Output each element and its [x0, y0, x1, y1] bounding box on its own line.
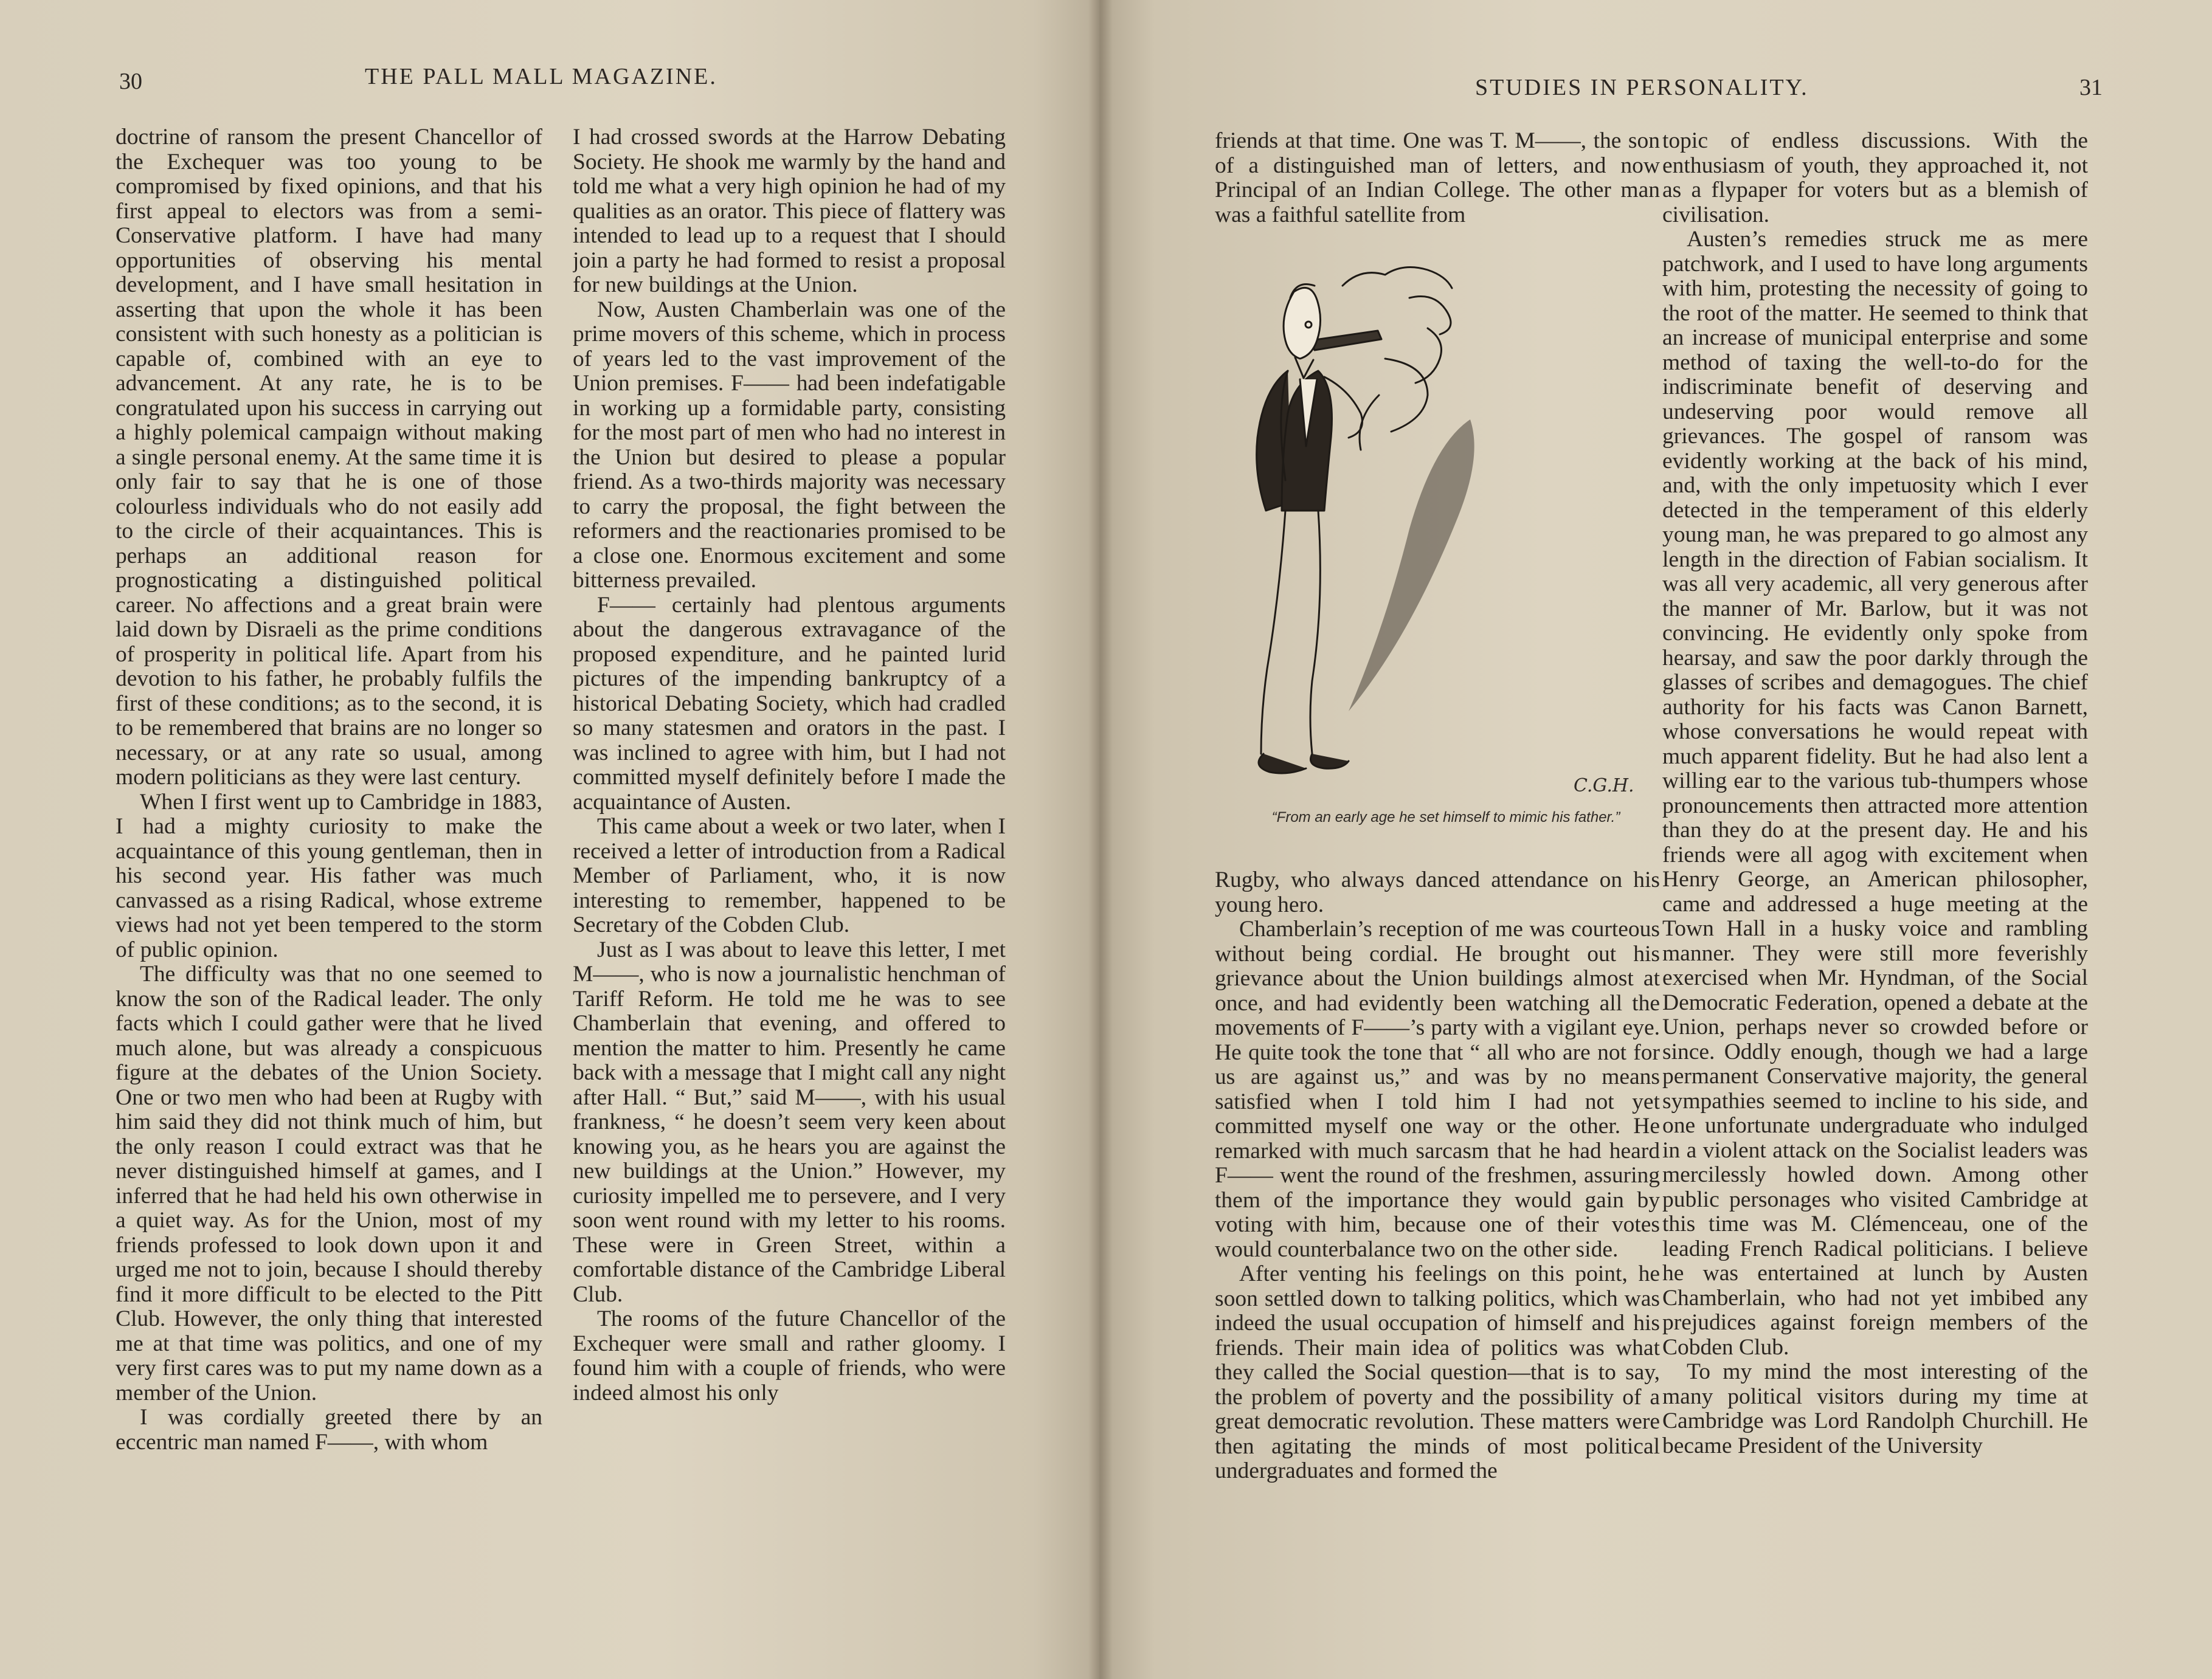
- paragraph: When I first went up to Cambridge in 1883, I had a mighty curiosity to make the acquaintance of this young gentleman, then in his second year. His father was much canvassed as a rising Radical, whose extreme views had not yet been tempered to the storm of public opinion.: [116, 789, 542, 962]
- paragraph: F—— certainly had plentous arguments about the dangerous extravagance of the proposed expenditure, and he painted lurid pictures of the impending bankruptcy of a historical Debating Society, which had cradled so many statesmen and orators in the past. I was inclined to agree with him, but I had not committed myself definitely before I made the acquaintance of Austen.: [573, 592, 1006, 815]
- running-head-right: STUDIES IN PERSONALITY.: [1475, 75, 1809, 100]
- paragraph: The difficulty was that no one seemed to know the son of the Radical leader. The only facts which I could gather were that he lived much alone, but was already a conspicuous figure at the debates of the Union Society. One or two men who had been at Rugby with him said they did not think much of him, but the only reason I could extract was that he never distinguished himself at games, and I inferred that he had held his own otherwise in a quiet way. As for the Union, most of my friends professed to look down upon it and urged me not to join, because I should thereby find it more difficult to be elected to the Pitt Club. However, the only thing that interested me at that time was politics, and one of my very first cares was to put my name down as a member of the Union.: [116, 962, 542, 1405]
- paragraph: friends at that time. One was T. M——, the son of a distinguished man of letters, and now Principal of an Indian College. The other man was a faithful satellite from: [1215, 129, 1660, 227]
- left-page: [0, 0, 1099, 1679]
- illustration-caption: “From an early age he set himself to mimic his father.”: [1271, 809, 1620, 826]
- paragraph: After venting his feelings on this point, he soon settled down to talking politics, which was indeed the usual occupation of himself and his friends. Their main idea of politics was what they called the Social question—that is to say, the problem of poverty and the possibility of a great democratic revolution. These matters were then agitating the minds of most political undergraduates and formed the: [1215, 1261, 1660, 1483]
- right-column-1-top: [1215, 129, 1660, 232]
- paragraph: Now, Austen Chamberlain was one of the prime movers of this scheme, which in process of years led to the vast improvement of the Union premises. F—— had been indefatigable in working up a formidable party, consisting for the most part of men who had no interest in the Union but desired to please a popular friend. As a two-thirds majority was necessary to carry the proposal, the fight between the reformers and the reactionaries promised to be a close one. Enormous excitement and some bitterness prevailed.: [573, 297, 1006, 593]
- paragraph: Chamberlain’s reception of me was courteous without being cordial. He brought out his grievance about the Union buildings almost at once, and had evidently been watching all the movements of F——’s party with a vigilant eye. He quite took the tone that “ all who are not for us are against us,” and was by no means satisfied when I told him I had not yet committed myself one way or the other. He remarked with much sarcasm that he had heard F—— went the round of the freshmen, assuring them of the importance they would gain by voting with him, because one of their votes would counterbalance two on the other side.: [1215, 917, 1660, 1262]
- paragraph: doctrine of ransom the present Chancellor of the Exchequer was too young to be compromised by fixed opinions, and that his first appeal to electors was from a semi-Conservative platform. I have had many opportunities of observing his mental development, and I have small hesitation in asserting that upon the whole it has been consistent with such honesty as a politician is capable of, combined with an eye to advancement. At any rate, he is to be congratulated upon his success in carrying out a highly polemical campaign without making a single personal enemy. At the same time it is only fair to say that he is one of those colourless individuals who do not easily add to the circle of their acquaintances. This is perhaps an additional reason for prognosticating a distinguished political career. No affections and a great brain were laid down by Disraeli as the prime conditions of prosperity in political life. Apart from his devotion to his father, he probably fulfils the first of these conditions; as to the second, it is to be remembered that brains are no longer so necessary, or at any rate so usual, among modern politicians as they were last century.: [116, 125, 542, 790]
- page-number-right: 31: [2079, 75, 2103, 100]
- book-gutter: [1088, 0, 1113, 1679]
- right-page: [1099, 0, 2212, 1679]
- left-column-1: [116, 125, 542, 1572]
- paragraph: I had crossed swords at the Harrow Debating Society. He shook me warmly by the hand and told me what a very high opinion he had of my qualities as an orator. This piece of flattery was intended to lead up to a request that I should join a party he had formed to resist a proposal for new buildings at the Union.: [573, 125, 1006, 297]
- page-number-left: 30: [119, 69, 142, 94]
- paragraph: Austen’s remedies struck me as mere patchwork, and I used to have long arguments with him, protesting the necessity of going to the root of the matter. He seemed to think that an increase of municipal enterprise and some method of taxing the well-to-do for the indiscriminate benefit of deserving and undeserving poor would remove all grievances. The gospel of ransom was evidently working at the back of his mind, and, with the only impetuosity which I ever detected in the temperament of this elderly young man, he was prepared to go almost any length in the direction of Fabian socialism. It was all very academic, all very generous after the manner of Mr. Barlow, but it was not convincing. He evidently only spoke from hearsay, and saw the poor darkly through the glasses of scribes and demagogues. The chief authority for his facts was Canon Barnett, whose conversations he would repeat with much apparent fidelity. But he had also lent a willing ear to the various tub-thumpers whose pronouncements then attracted more attention than they do at the present day. He and his friends were all agog with excitement when Henry George, an American philosopher, came and addressed a huge meeting at the Town Hall in a husky voice and rambling manner. They were still more feverishly exercised when Mr. Hyndman, of the Social Democratic Federation, opened a debate at the Union, perhaps never so crowded before or since. Oddly enough, though we had a large permanent Conservative majority, the general sympathies seemed to incline to his side, and one unfortunate undergraduate who indulged in a violent attack on the Socialist leaders was mercilessly howled down. Among other public personages who visited Cambridge at this time was M. Clémenceau, one of the leading French Radical politicians. I believe he was entertained at lunch by Austen Chamberlain, who had not yet imbibed any prejudices against foreign members of the Cobden Club.: [1662, 227, 2088, 1360]
- left-column-2: [573, 125, 1006, 1572]
- paragraph: Rugby, who always danced attendance on his young hero.: [1215, 868, 1660, 917]
- paragraph: I was cordially greeted there by an eccentric man named F——, with whom: [116, 1405, 542, 1455]
- man-smoking-cigar-drawing: [1227, 249, 1647, 796]
- artist-signature: C.G.H.: [1574, 775, 1634, 796]
- paragraph: Just as I was about to leave this letter, I met M——, who is now a journalistic henchman of Tariff Reform. He told me he was to see Chamberlain that evening, and offered to mention the matter to him. Presently he came back with a message that I might call any night after Hall. “ But,” said M——, with his usual frankness, “ he doesn’t seem very keen about knowing you, as he hears you are against the new buildings at the Union.” However, my curiosity impelled me to persevere, and I very soon went round with my letter to his rooms. These were in Green Street, within a comfortable distance of the Cambridge Liberal Club.: [573, 937, 1006, 1307]
- paragraph: To my mind the most interesting of the many political visitors during my time at Cambridge was Lord Randolph Churchill. He became President of the University: [1662, 1359, 2088, 1458]
- paragraph: topic of endless discussions. With the enthusiasm of youth, they approached it, not as a flypaper for voters but as a blemish of civilisation.: [1662, 129, 2088, 227]
- right-column-1-bottom: [1215, 868, 1660, 1573]
- paragraph: The rooms of the future Chancellor of the Exchequer were small and rather gloomy. I found him with a couple of friends, who were indeed almost his only: [573, 1306, 1006, 1405]
- cartoon-illustration: [1227, 249, 1647, 796]
- right-column-2: [1662, 129, 2088, 1576]
- paragraph: This came about a week or two later, when I received a letter of introduction from a Radical Member of Parliament, who, it is now interesting to remember, happened to be Secretary of the Cobden Club.: [573, 814, 1006, 937]
- running-head-left: THE PALL MALL MAGAZINE.: [365, 64, 717, 89]
